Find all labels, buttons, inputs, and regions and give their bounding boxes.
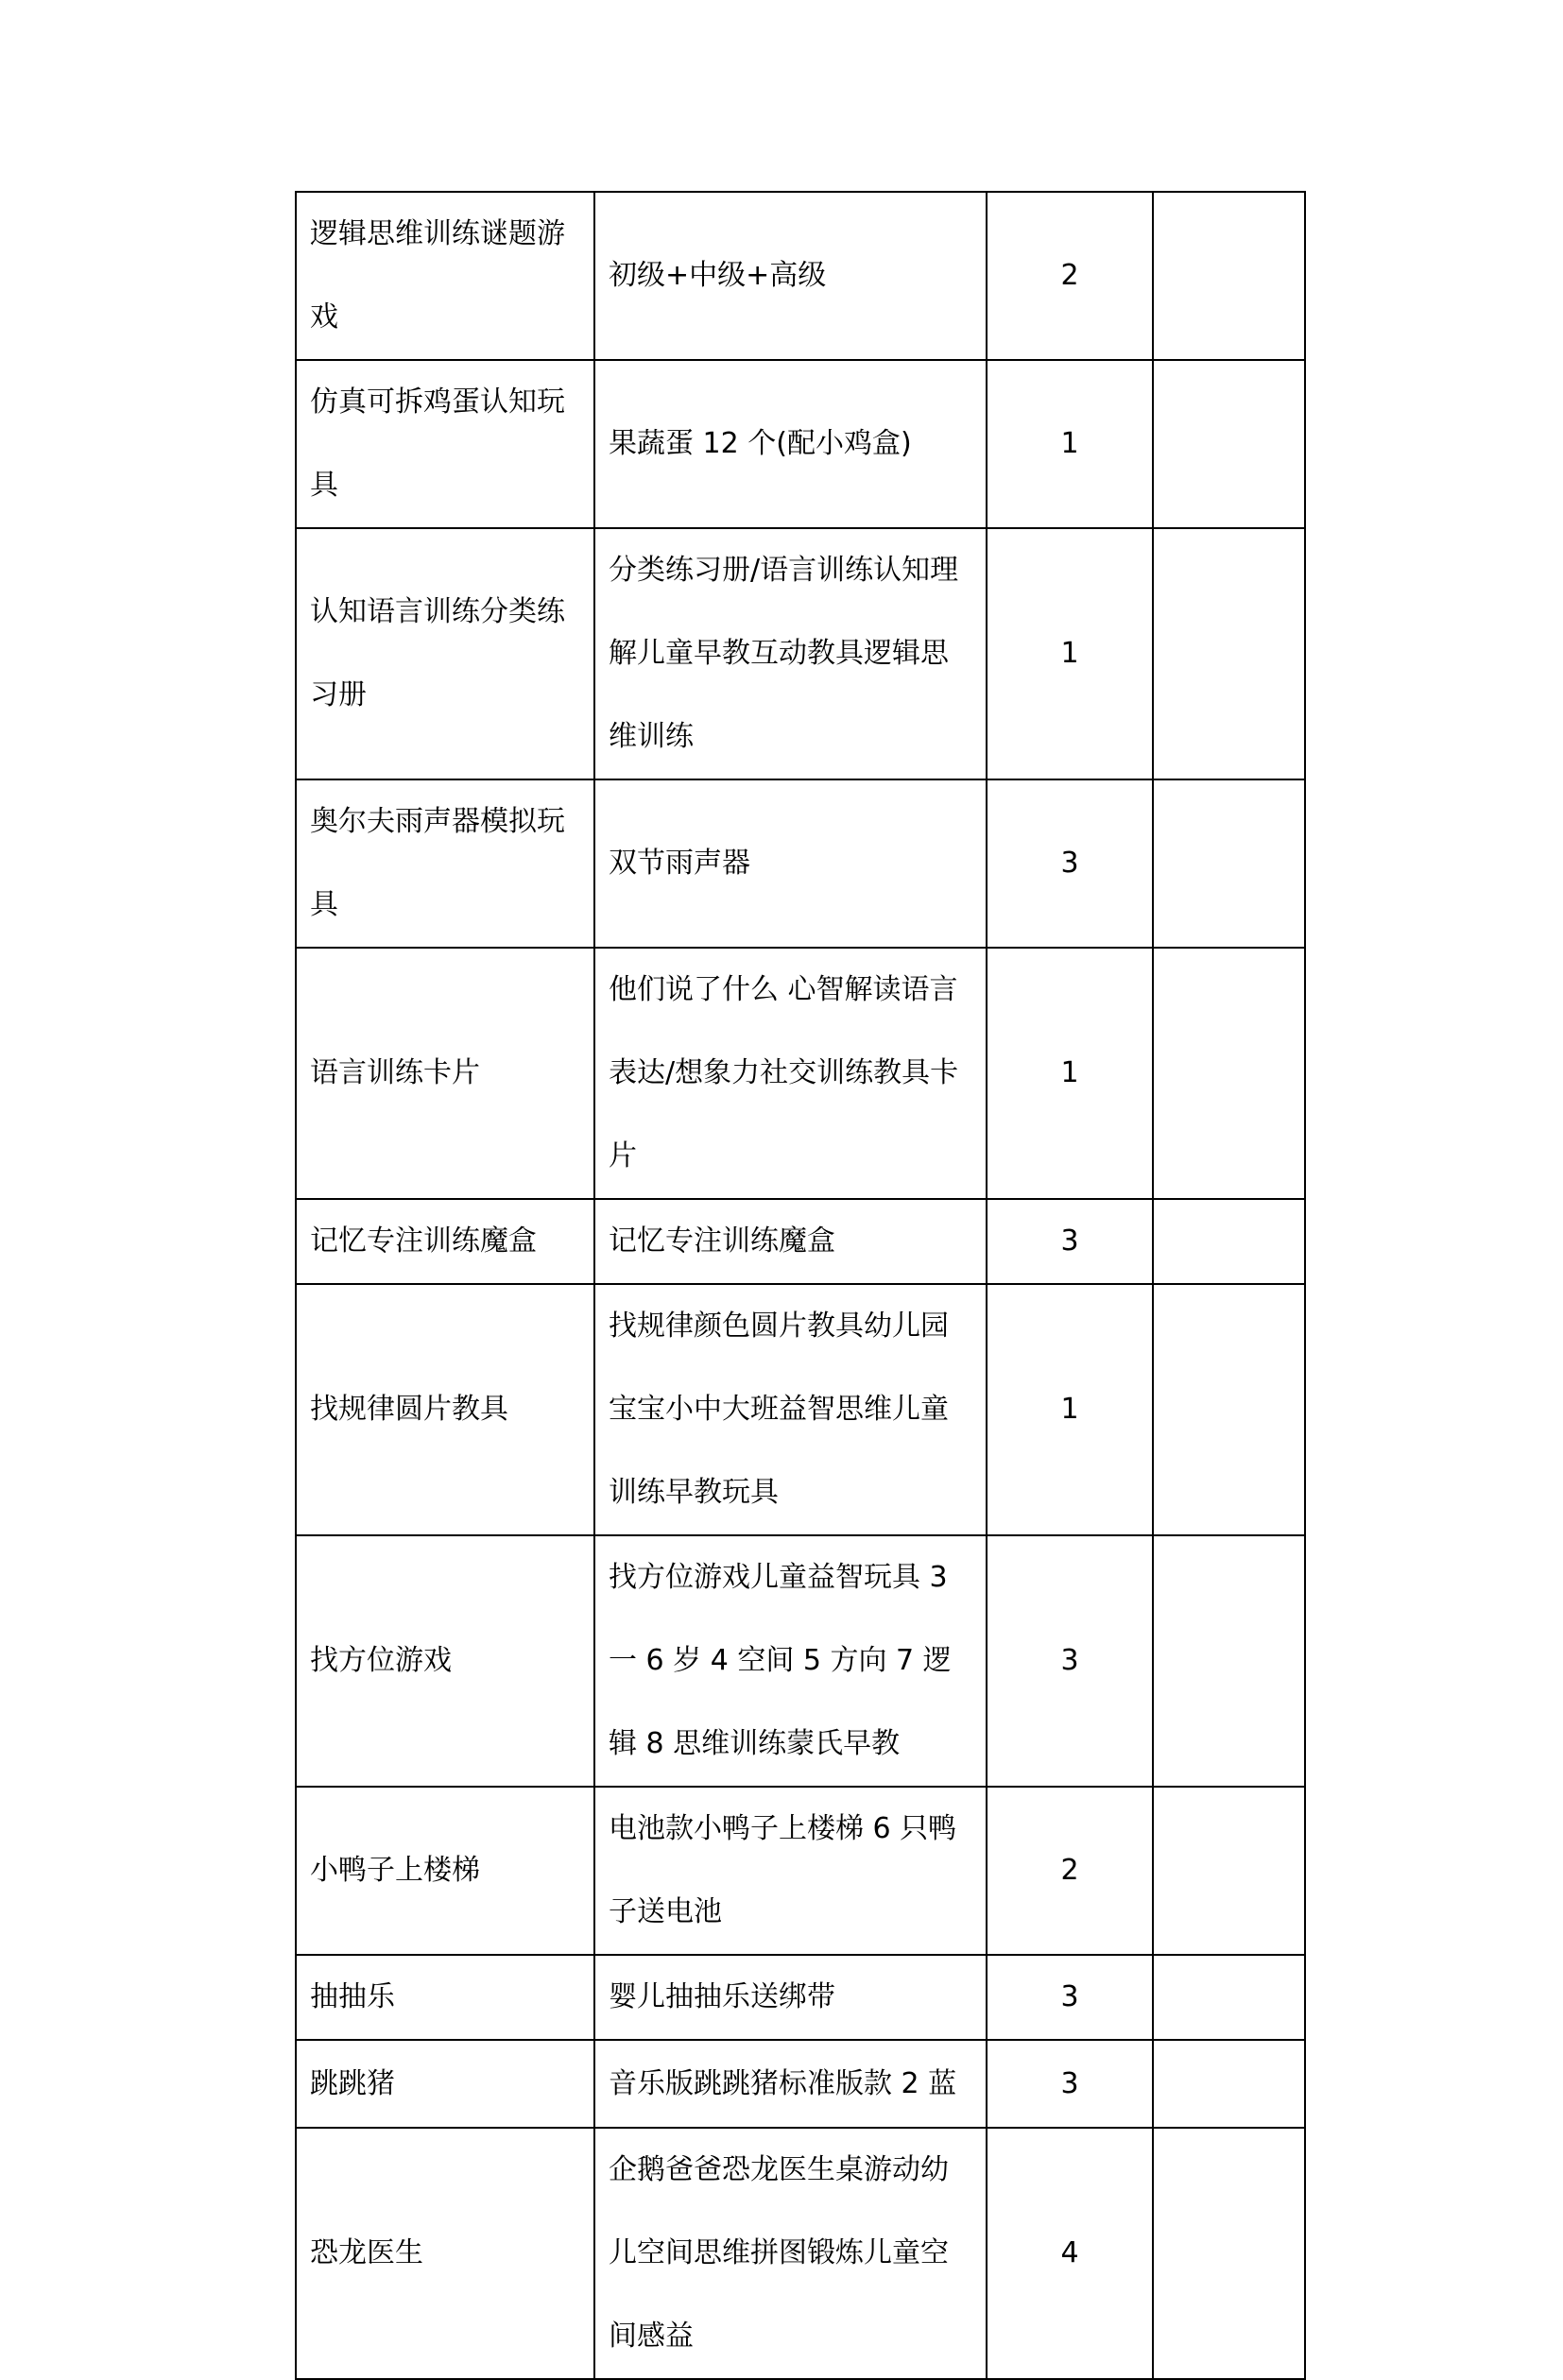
item-quantity-cell: 3	[987, 1955, 1153, 2040]
item-note-cell	[1153, 948, 1305, 1199]
item-name-cell: 恐龙医生	[296, 2128, 594, 2379]
item-quantity-cell: 1	[987, 1284, 1153, 1535]
item-name-cell: 奥尔夫雨声器模拟玩具	[296, 779, 594, 948]
item-spec-cell: 找规律颜色圆片教具幼儿园宝宝小中大班益智思维儿童训练早教玩具	[594, 1284, 987, 1535]
item-name-cell: 记忆专注训练魔盒	[296, 1199, 594, 1284]
table-row	[296, 948, 1305, 1199]
item-note-cell	[1153, 1535, 1305, 1787]
table-row	[296, 192, 1305, 360]
table-row	[296, 779, 1305, 948]
item-spec-cell: 电池款小鸭子上楼梯 6 只鸭子送电池	[594, 1787, 987, 1955]
item-note-cell	[1153, 528, 1305, 779]
item-spec-cell: 双节雨声器	[594, 779, 987, 948]
item-note-cell	[1153, 360, 1305, 528]
table-row	[296, 1199, 1305, 1284]
item-note-cell	[1153, 1284, 1305, 1535]
item-spec-cell: 分类练习册/语言训练认知理解儿童早教互动教具逻辑思维训练	[594, 528, 987, 779]
item-note-cell	[1153, 1787, 1305, 1955]
item-note-cell	[1153, 192, 1305, 360]
item-spec-cell: 记忆专注训练魔盒	[594, 1199, 987, 1284]
item-spec-cell: 果蔬蛋 12 个(配小鸡盒)	[594, 360, 987, 528]
table-row	[296, 1284, 1305, 1535]
table-row	[296, 360, 1305, 528]
item-quantity-cell: 1	[987, 948, 1153, 1199]
item-quantity-cell: 3	[987, 2040, 1153, 2128]
item-quantity-cell: 2	[987, 192, 1153, 360]
item-spec-cell: 找方位游戏儿童益智玩具 3 一 6 岁 4 空间 5 方向 7 逻辑 8 思维训练蒙氏早教	[594, 1535, 987, 1787]
item-name-cell: 抽抽乐	[296, 1955, 594, 2040]
item-name-cell: 小鸭子上楼梯	[296, 1787, 594, 1955]
item-quantity-cell: 1	[987, 528, 1153, 779]
item-name-cell: 找规律圆片教具	[296, 1284, 594, 1535]
item-quantity-cell: 3	[987, 779, 1153, 948]
item-name-cell: 语言训练卡片	[296, 948, 594, 1199]
item-note-cell	[1153, 2040, 1305, 2128]
item-spec-cell: 初级+中级+高级	[594, 192, 987, 360]
item-name-cell: 跳跳猪	[296, 2040, 594, 2128]
table-row	[296, 2040, 1305, 2128]
item-note-cell	[1153, 1199, 1305, 1284]
item-name-cell: 找方位游戏	[296, 1535, 594, 1787]
item-quantity-cell: 3	[987, 1199, 1153, 1284]
item-quantity-cell: 2	[987, 1787, 1153, 1955]
item-name-cell: 逻辑思维训练谜题游戏	[296, 192, 594, 360]
item-quantity-cell: 3	[987, 1535, 1153, 1787]
table-row	[296, 2128, 1305, 2379]
table-row	[296, 1787, 1305, 1955]
item-note-cell	[1153, 1955, 1305, 2040]
table-row	[296, 1535, 1305, 1787]
items-table	[295, 191, 1306, 2380]
item-spec-cell: 音乐版跳跳猪标准版款 2 蓝	[594, 2040, 987, 2128]
table-row	[296, 528, 1305, 779]
item-spec-cell: 他们说了什么 心智解读语言表达/想象力社交训练教具卡片	[594, 948, 987, 1199]
item-spec-cell: 企鹅爸爸恐龙医生桌游动幼儿空间思维拼图锻炼儿童空间感益	[594, 2128, 987, 2379]
item-name-cell: 仿真可拆鸡蛋认知玩具	[296, 360, 594, 528]
item-note-cell	[1153, 2128, 1305, 2379]
item-note-cell	[1153, 779, 1305, 948]
item-quantity-cell: 1	[987, 360, 1153, 528]
item-name-cell: 认知语言训练分类练习册	[296, 528, 594, 779]
table-row	[296, 1955, 1305, 2040]
item-spec-cell: 婴儿抽抽乐送绑带	[594, 1955, 987, 2040]
item-quantity-cell: 4	[987, 2128, 1153, 2379]
